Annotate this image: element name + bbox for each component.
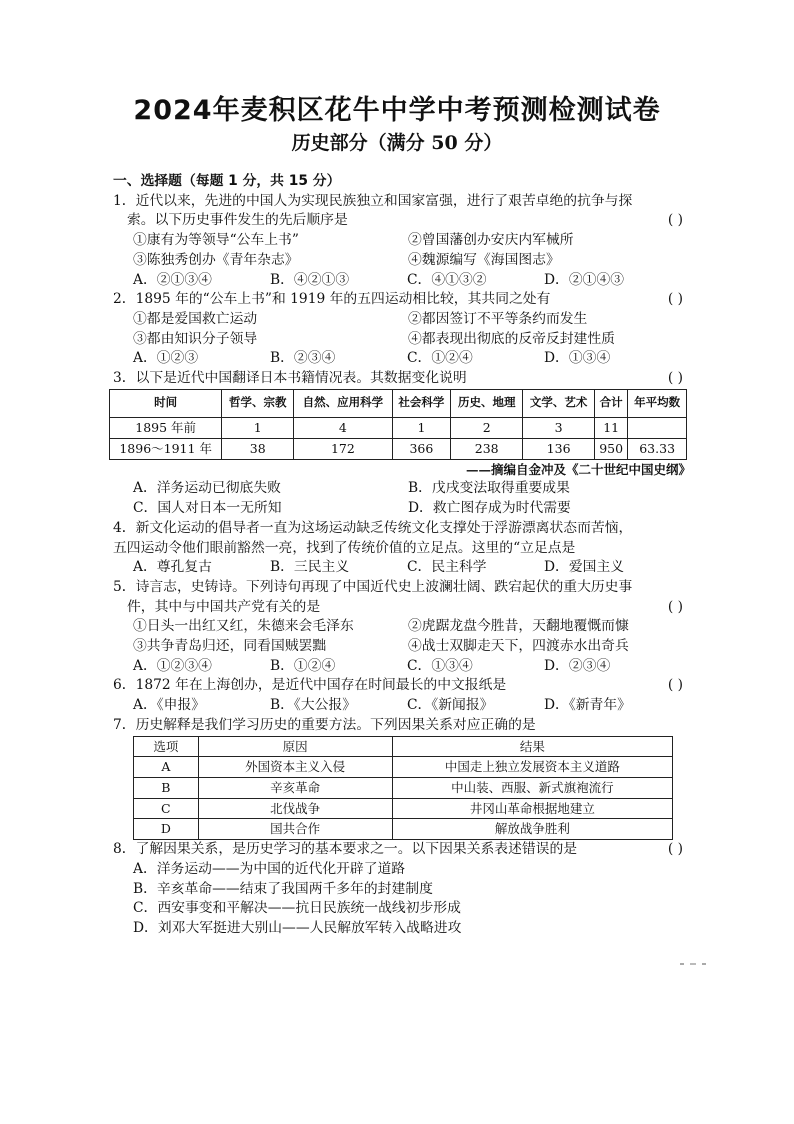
section-heading: 一、选择题（每题 1 分，共 15 分） bbox=[113, 173, 341, 189]
q7-stem: 7．历史解释是我们学习历史的重要方法。下列因果关系对应正确的是 bbox=[113, 716, 536, 733]
table-row: D 国共合作 解放战争胜利 bbox=[134, 819, 673, 840]
q2-items: ①都是爱国救亡运动 ②都因签订不平等条约而发生 bbox=[133, 310, 588, 327]
q6-options: A．《申报》 B．《大公报》 C．《新闻报》 D．《新青年》 bbox=[133, 697, 631, 714]
page-subtitle: 历史部分（满分 50 分） bbox=[291, 132, 503, 154]
table-header-row: 选项 原因 结果 bbox=[134, 736, 673, 757]
q5-items: ①日头一出红又红，朱德来会毛泽东 ②虎踞龙盘今胜昔，天翻地覆慨而慷 bbox=[133, 618, 629, 635]
table-row: 1895 年前 1 4 1 2 3 11 bbox=[110, 417, 687, 438]
scan-mark bbox=[680, 962, 710, 966]
q6-stem: 6．1872 年在上海创办，是近代中国存在时间最长的中文报纸是 ( ) bbox=[113, 676, 683, 696]
q1-stem: 1．近代以来，先进的中国人为实现民族独立和国家富强，进行了艰苦卓绝的抗争与探 bbox=[113, 192, 633, 209]
q3-table bbox=[109, 389, 687, 460]
q7-table bbox=[133, 736, 673, 841]
q1-items: ③陈独秀创办《青年杂志》 ④魏源编写《海国图志》 bbox=[133, 251, 560, 268]
q4-stem-cont: 五四运动令他们眼前豁然一亮，找到了传统价值的立足点。这里的“立足点是 bbox=[113, 539, 576, 556]
q8-option: C．西安事变和平解决——抗日民族统一战线初步形成 bbox=[133, 900, 461, 917]
q8-stem: 8．了解因果关系，是历史学习的基本要求之一。以下因果关系表述错误的是 ( ) bbox=[113, 840, 683, 860]
table-row: B 辛亥革命 中山装、西服、新式旗袍流行 bbox=[134, 777, 673, 798]
table-source: ——摘编自金冲及《二十世纪中国史纲》 bbox=[465, 461, 691, 477]
q3-options: C．国人对日本一无所知 D．救亡图存成为时代需要 bbox=[133, 500, 571, 517]
q3-stem: 3．以下是近代中国翻译日本书籍情况表。其数据变化说明 ( ) bbox=[113, 369, 683, 389]
answer-blank[interactable]: ( ) bbox=[667, 677, 683, 694]
table-row: A 外国资本主义入侵 中国走上独立发展资本主义道路 bbox=[134, 757, 673, 778]
q5-stem: 5．诗言志，史铸诗。下列诗句再现了中国近代史上波澜壮阔、跌宕起伏的重大历史事 bbox=[113, 578, 633, 595]
q1-items: ①康有为等领导“公车上书” ②曾国藩创办安庆内军械所 bbox=[133, 232, 574, 249]
q2-options: A．①②③ B．②③④ C．①②④ D．①③④ bbox=[133, 350, 611, 367]
answer-blank[interactable]: ( ) bbox=[667, 370, 683, 387]
question-body bbox=[113, 172, 691, 939]
table-row: 1896～1911 年 38 172 366 238 136 950 63.33 bbox=[110, 438, 687, 459]
page-title: 2024年麦积区花牛中学中考预测检测试卷 bbox=[133, 95, 661, 126]
q5-items: ③共争青岛归还，同看国贼罢黜 ④战士双脚走天下，四渡赤水出奇兵 bbox=[133, 638, 629, 655]
table-row: C 北伐战争 井冈山革命根据地建立 bbox=[134, 798, 673, 819]
answer-blank[interactable]: ( ) bbox=[667, 841, 683, 858]
table-header-row: 时间 哲学、宗教 自然、应用科学 社会科学 历史、地理 文学、艺术 合计 年平均数 bbox=[110, 389, 687, 417]
q1-options: A．②①③④ B．④②①③ C．④①③② D．②①④③ bbox=[133, 271, 625, 288]
q5-options: A．①②③④ B．①②④ C．①③④ D．②③④ bbox=[133, 657, 611, 674]
q1-stem-cont: 索。以下历史事件发生的先后顺序是 ( ) bbox=[113, 211, 683, 231]
q8-option: B．辛亥革命——结束了我国两千多年的封建制度 bbox=[133, 880, 433, 897]
q2-stem: 2．1895 年的“公车上书”和 1919 年的五四运动相比较，其共同之处有 ( ) bbox=[113, 290, 683, 310]
q8-option: A．洋务运动——为中国的近代化开辟了道路 bbox=[133, 860, 406, 877]
answer-blank[interactable]: ( ) bbox=[667, 212, 683, 229]
q4-options: A．尊孔复古 B．三民主义 C．民主科学 D．爱国主义 bbox=[133, 559, 625, 576]
q8-option: D．刘邓大军挺进大别山——人民解放军转入战略进攻 bbox=[133, 919, 462, 936]
answer-blank[interactable]: ( ) bbox=[667, 291, 683, 308]
answer-blank[interactable]: ( ) bbox=[667, 598, 683, 615]
q5-stem-cont: 件，其中与中国共产党有关的是 ( ) bbox=[113, 598, 683, 618]
q3-options: A．洋务运动已彻底失败 B．戊戌变法取得重要成果 bbox=[133, 480, 570, 497]
q2-items: ③都由知识分子领导 ④都表现出彻底的反帝反封建性质 bbox=[133, 330, 615, 347]
q4-stem: 4．新文化运动的倡导者一直为这场运动缺乏传统文化支撑处于浮游漂离状态而苦恼， bbox=[113, 519, 633, 536]
